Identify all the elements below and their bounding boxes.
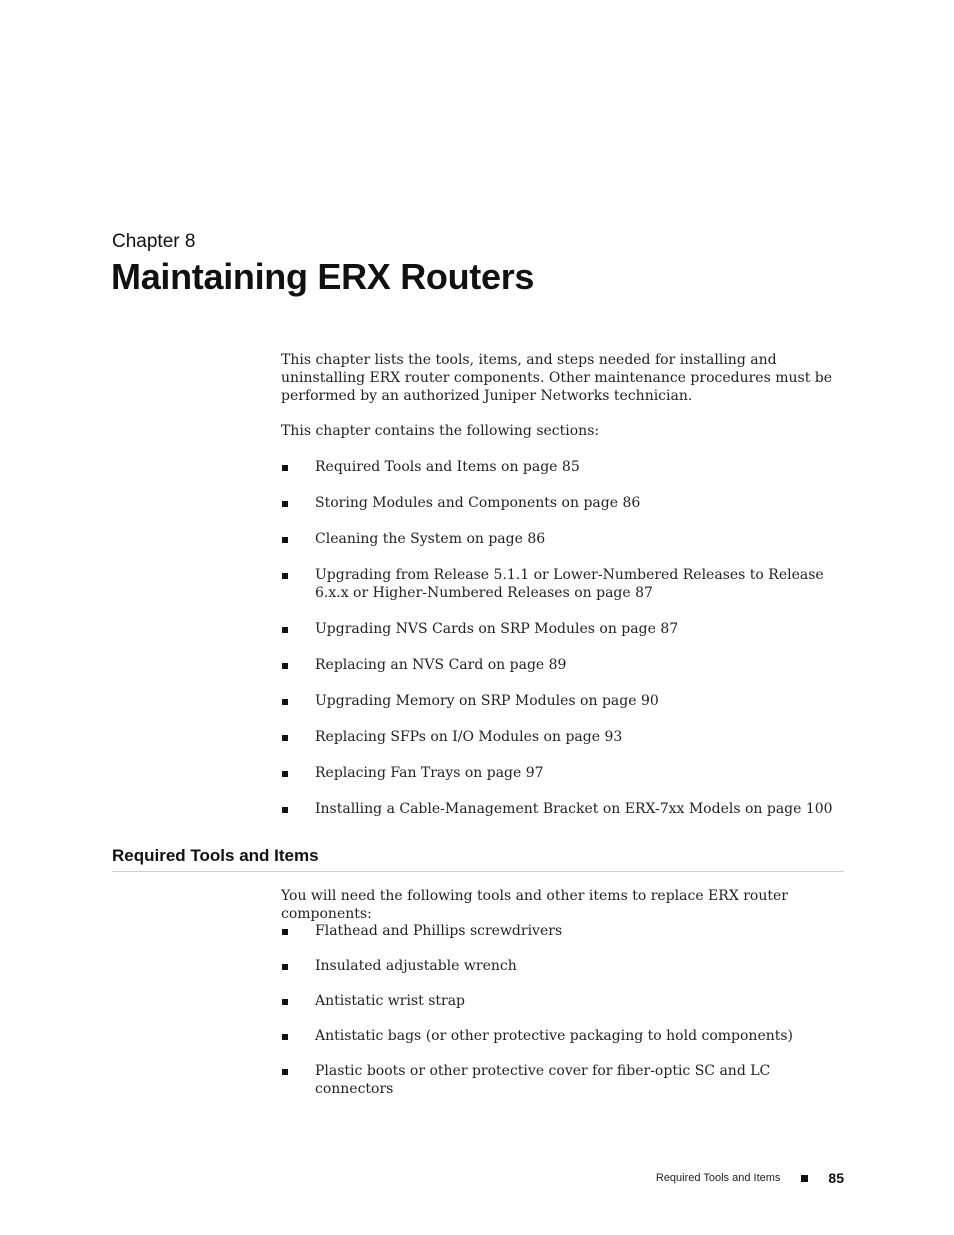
bullet-icon [282,735,288,741]
bullet-icon [282,929,288,935]
intro-paragraph: This chapter lists the tools, items, and steps needed for installing and uninstalling ERX router components. Other maintenance procedures must be performed by an authorized Juniper Networks technician. [281,352,833,404]
bullet-icon [282,771,288,777]
bullet-icon [282,501,288,507]
chapter-label: Chapter 8 [112,231,196,252]
bullet-icon [282,1069,288,1075]
list-item[interactable]: Upgrading from Release 5.1.1 or Lower-Numbered Releases to Release 6.x.x or Higher-Numbered Releases on page 87 [281,566,847,602]
square-bullet-icon [801,1175,808,1182]
list-item: Plastic boots or other protective cover for fiber-optic SC and LC connectors [281,1062,847,1098]
bullet-icon [282,627,288,633]
list-item: Insulated adjustable wrench [281,957,847,975]
list-item: Flathead and Phillips screwdrivers [281,922,847,940]
page-footer [656,1170,844,1186]
page-number: 85 [828,1170,844,1186]
bullet-icon [282,1034,288,1040]
bullet-icon [282,465,288,471]
list-item[interactable]: Replacing Fan Trays on page 97 [281,764,847,782]
bullet-icon [282,964,288,970]
list-item[interactable]: Storing Modules and Components on page 86 [281,494,847,512]
sections-lead: This chapter contains the following sections: [281,423,600,439]
bullet-icon [282,999,288,1005]
bullet-icon [282,537,288,543]
list-item[interactable]: Installing a Cable-Management Bracket on ERX-7xx Models on page 100 [281,800,847,818]
tools-intro: You will need the following tools and other items to replace ERX router components: [281,888,788,922]
bullet-icon [282,573,288,579]
sections-list [281,458,847,818]
bullet-icon [282,663,288,669]
list-item[interactable]: Upgrading NVS Cards on SRP Modules on page 87 [281,620,847,638]
list-item[interactable]: Required Tools and Items on page 85 [281,458,847,476]
section-heading: Required Tools and Items [112,846,844,872]
list-item[interactable]: Cleaning the System on page 86 [281,530,847,548]
list-item: Antistatic bags (or other protective packaging to hold components) [281,1027,847,1045]
bullet-icon [282,807,288,813]
bullet-icon [282,699,288,705]
footer-section-title: Required Tools and Items [655,1172,781,1184]
list-item[interactable]: Upgrading Memory on SRP Modules on page 90 [281,692,847,710]
list-item[interactable]: Replacing an NVS Card on page 89 [281,656,847,674]
list-item: Antistatic wrist strap [281,992,847,1010]
list-item[interactable]: Replacing SFPs on I/O Modules on page 93 [281,728,847,746]
chapter-title: Maintaining ERX Routers [111,256,535,297]
tools-list [281,922,847,1098]
